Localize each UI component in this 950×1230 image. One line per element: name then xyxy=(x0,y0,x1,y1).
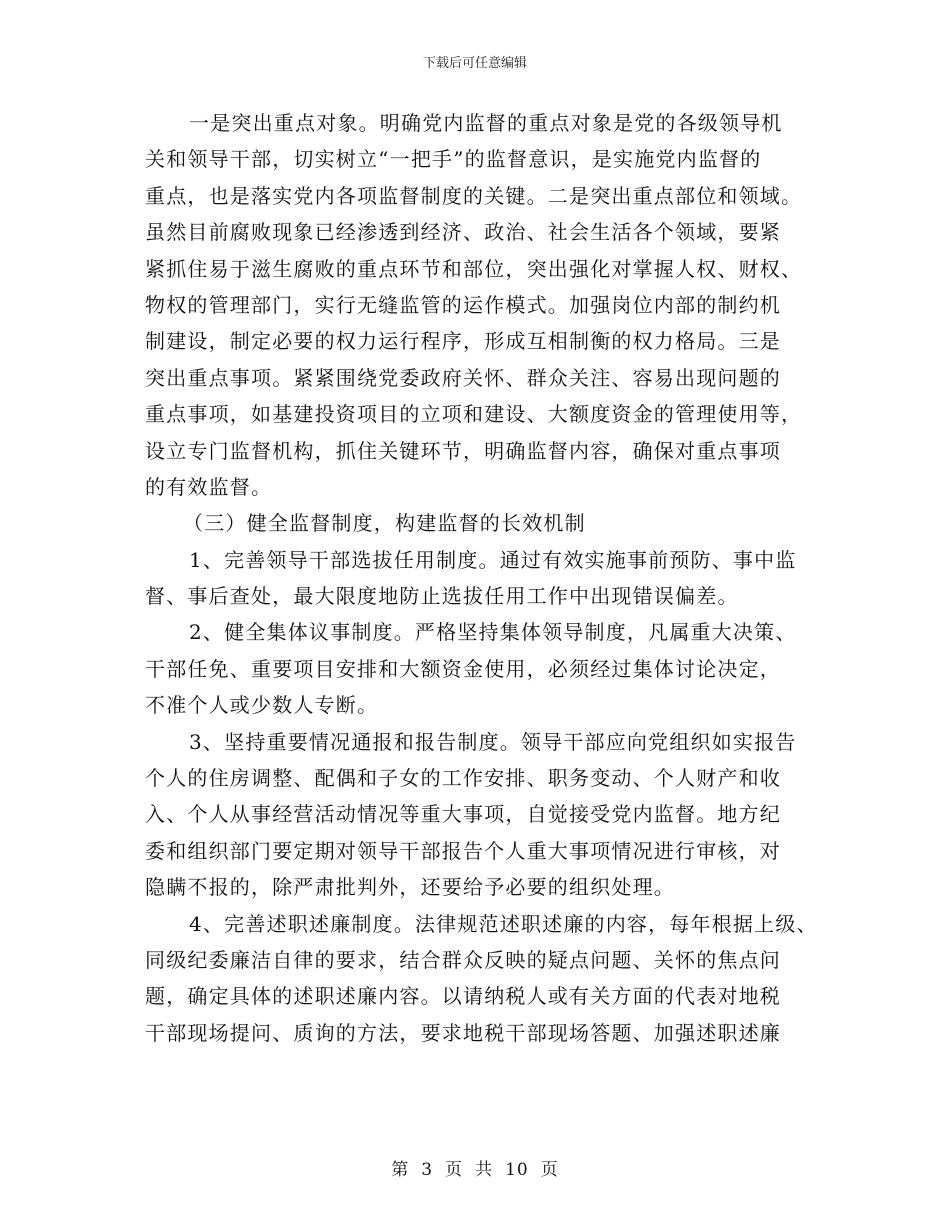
total-pages: 10 xyxy=(505,1160,529,1180)
page-unit: 页 xyxy=(445,1160,464,1180)
text-line: 突出重点事项。紧紧围绕党委政府关怀、群众关注、容易出现问题的 xyxy=(145,365,781,390)
text-line: 一是突出重点对象。明确党内监督的重点对象是党的各级领导机 xyxy=(189,111,783,135)
text-line: 1、完善领导干部选拔任用制度。通过有效实施事前预防、事中监 xyxy=(189,547,797,572)
text-line: 3、坚持重要情况通报和报告制度。领导干部应向党组织如实报告 xyxy=(189,729,797,754)
page-footer xyxy=(0,1155,950,1180)
text-line: 紧抓住易于滋生腐败的重点环节和部位，突出强化对掌握人权、财权、 xyxy=(145,256,803,281)
text-line: 重点，也是落实党内各项监督制度的关键。二是突出重点部位和领域。 xyxy=(145,183,803,208)
page-number: 3 xyxy=(421,1160,434,1180)
text-line: 委和组织部门要定期对领导干部报告个人重大事项情况进行审核，对 xyxy=(145,838,781,863)
text-line: 个人的住房调整、配偶和子女的工作安排、职务变动、个人财产和收 xyxy=(145,766,781,791)
text-line: 关和领导干部，切实树立“一把手”的监督意识，是实施党内监督的 xyxy=(145,147,762,172)
text-line: 4、完善述职述廉制度。法律规范述职述廉的内容，每年根据上级、 xyxy=(189,911,818,936)
text-line: 干部现场提问、质询的方法，要求地税干部现场答题、加强述职述廉 xyxy=(145,1020,781,1045)
page-header: 下载后可任意编辑 xyxy=(422,56,527,71)
section-heading: （三）健全监督制度，构建监督的长效机制 xyxy=(183,511,586,536)
text-line: 2、健全集体议事制度。严格坚持集体领导制度，凡属重大决策、 xyxy=(189,620,797,645)
document-body xyxy=(145,105,818,1051)
text-line: 不准个人或少数人专断。 xyxy=(145,693,379,718)
text-line: 隐瞒不报的，除严肃批判外，还要给予必要的组织处理。 xyxy=(145,875,675,900)
total-unit: 页 xyxy=(540,1160,559,1180)
text-line: 虽然目前腐败现象已经渗透到经济、政治、社会生活各个领域，要紧 xyxy=(145,220,781,245)
total-label: 共 xyxy=(475,1160,494,1180)
text-line: 制建设，制定必要的权力运行程序，形成互相制衡的权力格局。三是 xyxy=(145,329,781,354)
text-line: 设立专门监督机构，抓住关键环节，明确监督内容，确保对重点事项 xyxy=(145,438,781,463)
text-line: 物权的管理部门，实行无缝监管的运作模式。加强岗位内部的制约机 xyxy=(145,292,781,317)
page-label: 第 xyxy=(391,1160,410,1180)
text-line: 督、事后查处，最大限度地防止选拔任用工作中出现错误偏差。 xyxy=(145,584,739,609)
text-line: 题，确定具体的述职述廉内容。以请纳税人或有关方面的代表对地税 xyxy=(145,984,781,1009)
text-line: 的有效监督。 xyxy=(145,474,273,499)
text-line: 干部任免、重要项目安排和大额资金使用，必须经过集体讨论决定， xyxy=(145,656,781,681)
text-line: 重点事项，如基建投资项目的立项和建设、大额度资金的管理使用等， xyxy=(145,402,803,427)
text-line: 同级纪委廉洁自律的要求，结合群众反映的疑点问题、关怀的焦点问 xyxy=(145,947,781,972)
text-line: 入、个人从事经营活动情况等重大事项，自觉接受党内监督。地方纪 xyxy=(145,802,781,827)
